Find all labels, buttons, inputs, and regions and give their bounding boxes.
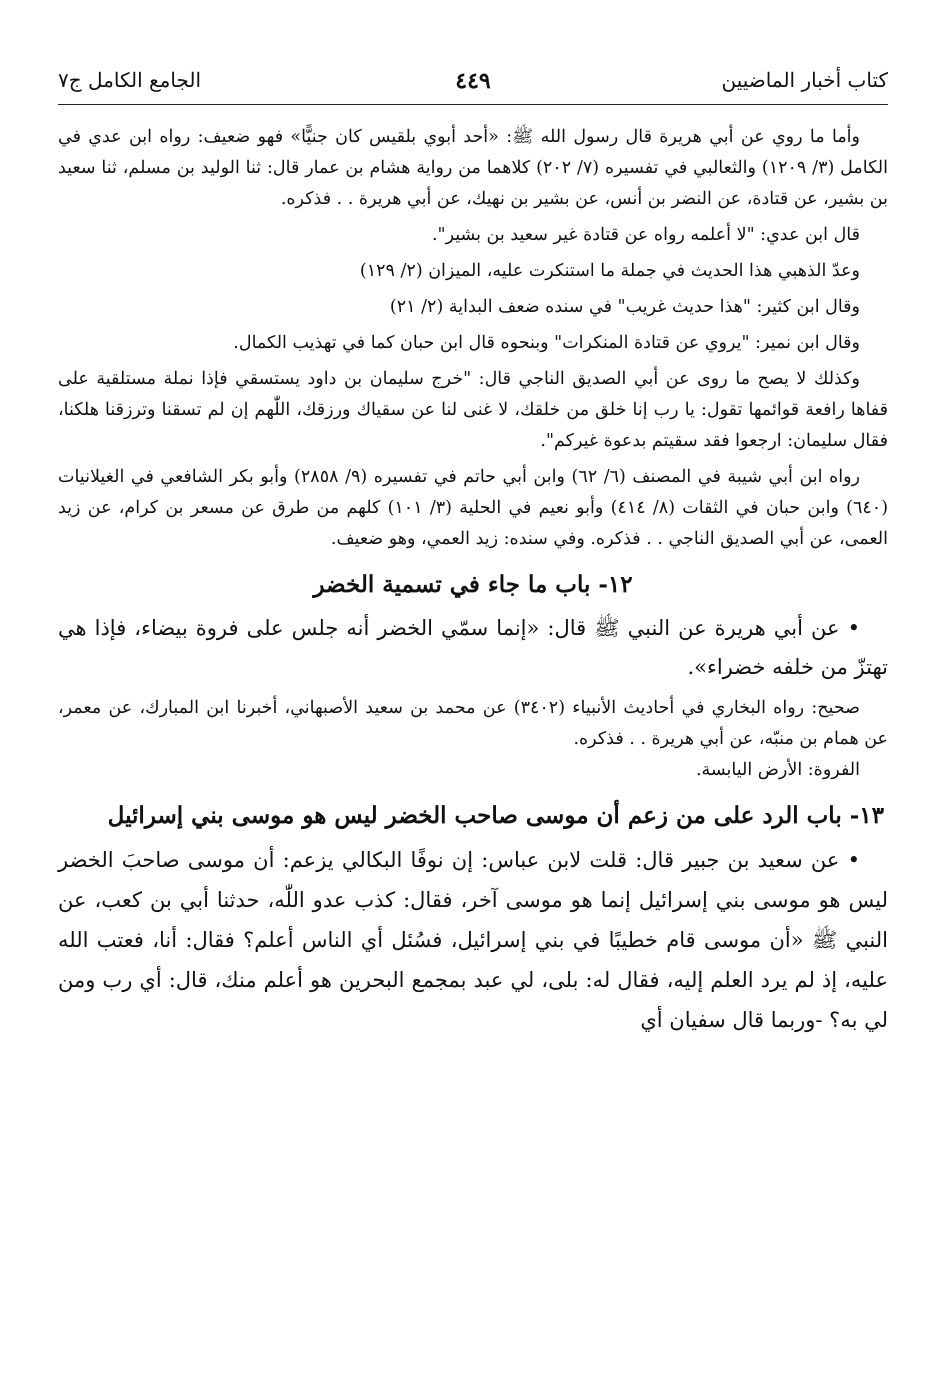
running-header (58, 68, 888, 105)
chapter-heading-13: ١٣- باب الرد على من زعم أن موسى صاحب الخضر ليس هو موسى بني إسرائيل (107, 802, 884, 829)
book-title: كتاب أخبار الماضيين (721, 68, 888, 92)
chapter-heading-12: ١٢- باب ما جاء في تسمية الخضر (313, 571, 633, 598)
volume-label: الجامع الكامل ج٧ (58, 68, 202, 92)
hadith-12-gloss: الفروة: الأرض اليابسة. (695, 760, 860, 780)
page-number: ٤٤٩ (455, 68, 491, 94)
note-dhahabi: وعدّ الذهبي هذا الحديث في جملة ما استنكرت عليه، الميزان (٢/ ١٢٩) (359, 261, 860, 281)
note-ibn-kathir: وقال ابن كثير: "هذا حديث غريب" في سنده ضعف البداية (٢/ ٢١) (389, 297, 860, 317)
hadith-12-source: صحيح: رواه البخاري في أحاديث الأنبياء (٣٤٠٢) عن محمد بن سعيد الأصبهاني، أخبرنا ابن المبارك، عن معمر، عن همام بن منبّه، عن أبي هريرة . . فذكره. (58, 698, 888, 749)
paragraph-ant-sources: رواه ابن أبي شيبة في المصنف (٦/ ٦٢) وابن أبي حاتم في تفسيره (٩/ ٢٨٥٨) وأبو بكر الشافعي في الغيلانيات (٦٤٠) وابن حبان في الثقات (٨/ ٤١٤) وأبو نعيم في الحلية (٣/ ١٠١) كلهم من طرق عن مسعر بن كرام، عن زيد العمى، عن أبي الصديق الناجي . . فذكره. وفي سنده: زيد العمي، وهو ضعيف. (58, 467, 889, 549)
paragraph-bilqis: وأما ما روي عن أبي هريرة قال رسول الله ﷺ: «أحد أبوي بلقيس كان جنيًّا» فهو ضعيف: رواه ابن عدي في الكامل (٣/ ١٢٠٩) والثعالبي في تفسيره (٧/ ٢٠٢) كلاهما من رواية هشام بن عمار قال: ثنا الوليد بن مسلم، ثنا سعيد بن بشير، عن قتادة، عن النضر بن أنس، عن بشير بن نهيك، عن أبي هريرة . . فذكره. (58, 127, 888, 209)
hadith-12: • عن أبي هريرة عن النبي ﷺ قال: «إنما سمّي الخضر أنه جلس على فروة بيضاء، فإذا هي تهتزّ من خلفه خضراء». (58, 616, 888, 679)
page-body (58, 122, 888, 1040)
hadith-13: • عن سعيد بن جبير قال: قلت لابن عباس: إن نوفًا البكالي يزعم: أن موسى صاحبَ الخضر ليس هو موسى بني إسرائيل إنما هو موسى آخر، فقال: كذب عدو اللّٰه، حدثنا أبي بن كعب، عن النبي ﷺ «أن موسى قام خطيبًا في بني إسرائيل، فسُئل أي الناس أعلم؟ فقال: أنا، فعتب الله عليه، إذ لم يرد العلم إليه، فقال له: بلى، لي عبد بمجمع البحرين هو أعلم منك، قال: أي رب ومن لي به؟ -وربما قال سفيان أي (58, 848, 888, 1032)
note-ibn-numayr: وقال ابن نمير: "يروي عن قتادة المنكرات" وبنحوه قال ابن حبان كما في تهذيب الكمال. (233, 333, 860, 353)
paragraph-ant: وكذلك لا يصح ما روى عن أبي الصديق الناجي قال: "خرج سليمان بن داود يستسقي فإذا نملة مستلقية على قفاها رافعة قوائمها تقول: يا رب إنا خلق من خلقك، لا غنى لنا عن سقياك ورزقك، اللّٰهم إن لم تسقنا وترزقنا هلكنا، فقال سليمان: ارجعوا فقد سقيتم بدعوة غيركم". (58, 369, 888, 451)
note-ibn-adi: قال ابن عدي: "لا أعلمه رواه عن قتادة غير سعيد بن بشير". (431, 225, 860, 245)
